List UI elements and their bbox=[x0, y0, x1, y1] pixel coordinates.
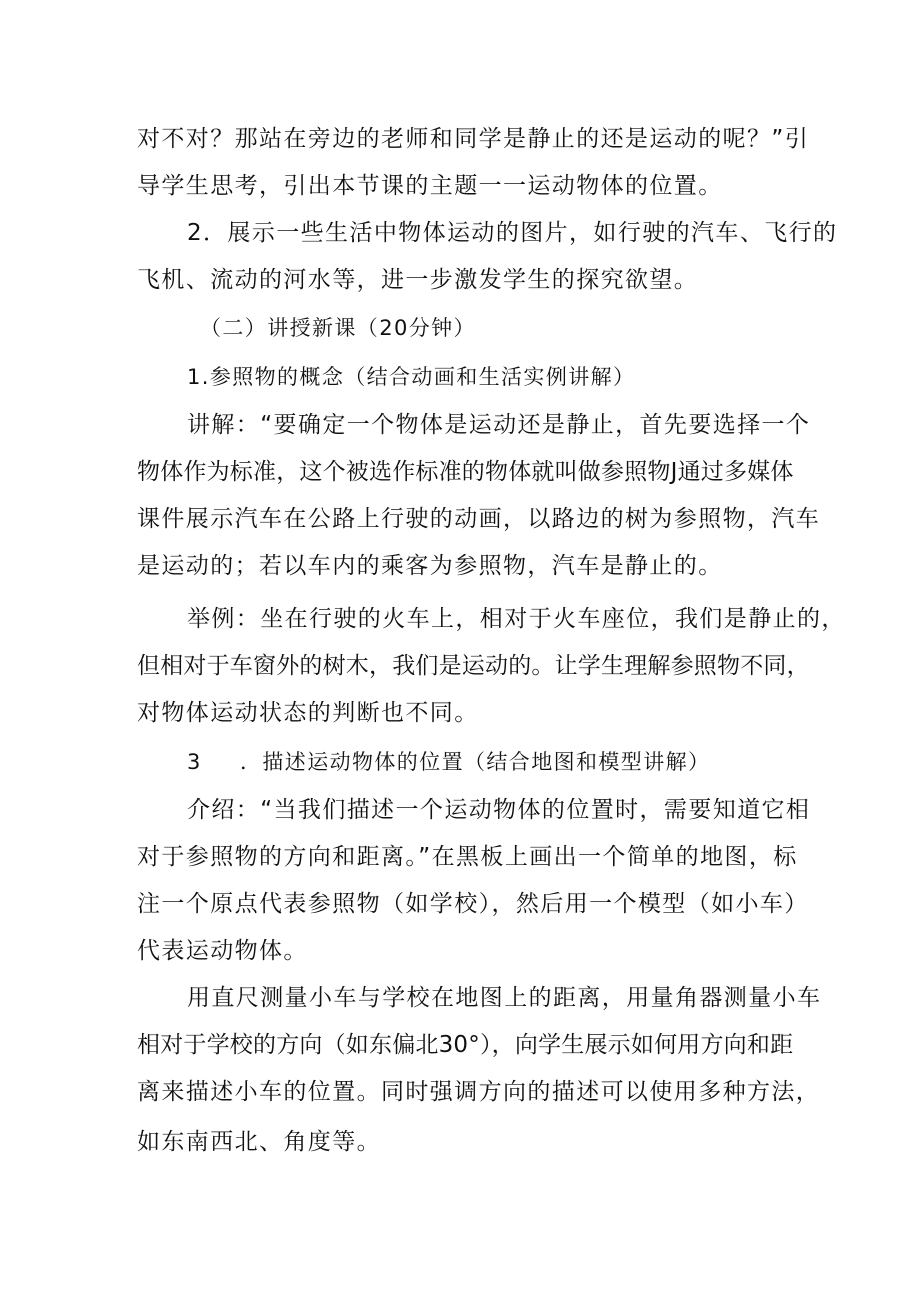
subsection-heading: ．描述运动物体的位置（结合地图和模型讲解） bbox=[240, 750, 711, 774]
text-line: 对于参照物的方向和距离。”在黑板上画出一个简单的地图，标 bbox=[137, 844, 798, 870]
section-heading: （二）讲授新课（20分钟） bbox=[200, 316, 476, 340]
text-line: 飞机、流动的河水等，进一步激发学生的探究欲望。 bbox=[137, 267, 699, 293]
text-line: 离来描述小车的位置。同时强调方向的描述可以使用多种方法， bbox=[137, 1079, 821, 1105]
text-line: 是运动的；若以车内的乘客为参照物，汽车是静止的。 bbox=[137, 553, 723, 579]
text-line: 代表运动物体。 bbox=[137, 938, 308, 964]
text-line: 对物体运动状态的判断也不同。 bbox=[137, 700, 479, 726]
text-line: 物体作为标准，这个被选作标准的物体就叫做参照物J通过多媒体 bbox=[137, 459, 794, 485]
text-line: 2．展示一些生活中物体运动的图片，如行驶的汽车、飞行的 bbox=[187, 220, 838, 246]
text-line: 如东南西北、角度等。 bbox=[137, 1129, 381, 1155]
text-line: 对不对？那站在旁边的老师和同学是静止的还是运动的呢？”引 bbox=[137, 126, 810, 152]
text-line: 用直尺测量小车与学校在地图上的距离，用量角器测量小车 bbox=[187, 985, 822, 1011]
text-line: 举例：坐在行驶的火车上，相对于火车座位，我们是静止的， bbox=[187, 606, 846, 632]
text-line: 相对于学校的方向（如东偏北30°），向学生展示如何用方向和距 bbox=[137, 1032, 794, 1058]
subsection-heading: 1.参照物的概念（结合动画和生活实例讲解） bbox=[187, 365, 636, 389]
text-line: 导学生思考，引出本节课的主题一一运动物体的位置。 bbox=[137, 173, 723, 199]
subsection-number: 3 bbox=[187, 750, 202, 774]
text-line: 介绍：“当我们描述一个运动物体的位置时，需要知道它相 bbox=[187, 797, 811, 823]
text-line: 注一个原点代表参照物（如学校），然后用一个模型（如小车） bbox=[137, 891, 809, 917]
text-line: 但相对于车窗外的树木，我们是运动的。让学生理解参照物不同， bbox=[137, 653, 810, 679]
text-line: 课件展示汽车在公路上行驶的动画，以路边的树为参照物，汽车 bbox=[137, 506, 821, 532]
text-line: 讲解：“要确定一个物体是运动还是静止，首先要选择一个 bbox=[187, 412, 811, 438]
